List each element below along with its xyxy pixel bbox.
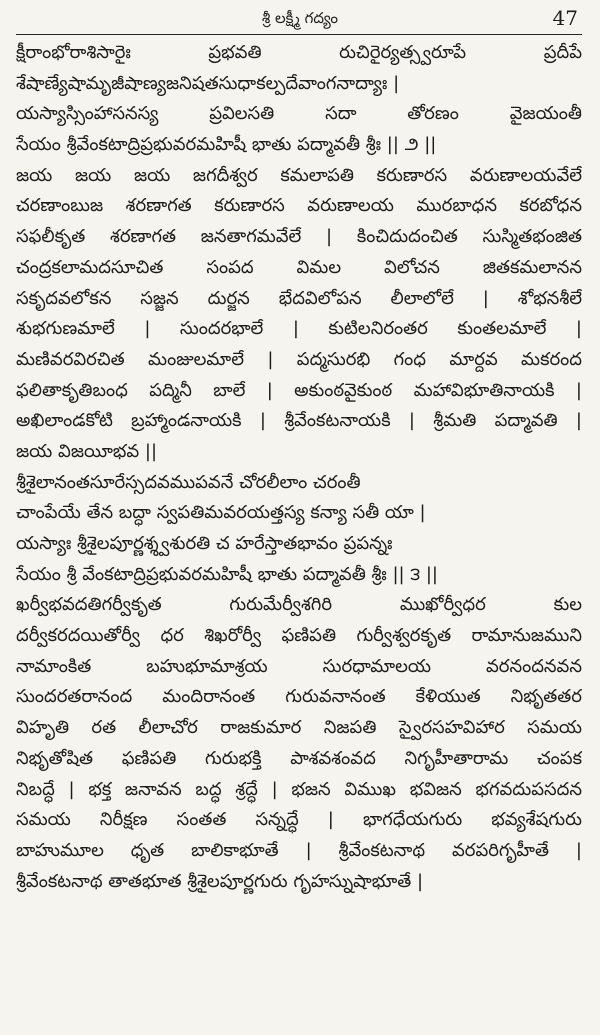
text-line: మణివరవిరచిత మంజులమాలే | పద్మసురభి గంధ మార్దవ మకరంద <box>16 348 582 370</box>
text-line: విహృతి రత లీలాచోర రాజకుమార నిజపతి స్వైరసహవిహార సమయ <box>16 717 582 739</box>
body-text <box>16 38 582 897</box>
text-line: సఫలీకృత శరణాగత జనతాగమవేలే | కించిదుదంచిత సుస్మితభంజిత <box>16 226 582 248</box>
text-line: సకృదవలోకన సజ్జన దుర్జన భేదవిలోపన లీలాలోలే | శోభనశీలే <box>16 287 582 309</box>
text-line: నిబద్ధే | భక్త జనావన బద్ధ శ్రద్ధే | భజన విముఖ భవిజన భగవదుపసదన <box>16 778 582 800</box>
text-line: అఖిలాండకోటి బ్రహ్మాండనాయకి | శ్రీవేంకటనాయకి | శ్రీమతి పద్మావతి | <box>16 410 582 432</box>
text-line: బాహుమూల ధృత బాలికాభూతే | శ్రీవేంకటనాథ వరపరిగృహీతే | <box>16 839 582 861</box>
text-line: యస్యాస్సింహాసనస్య ప్రవిలసతి సదా తోరణం వైజయంతీ <box>16 103 582 125</box>
text-line: శుభగుణమాలే | సుందరభాలే | కుటిలనిరంతర కుంతలమాలే | <box>16 318 582 340</box>
text-line: యస్యాః శ్రీశైలపూర్ణశ్శ్వశురతి చ హరేస్తాతభావం ప్రపన్నః <box>16 533 393 554</box>
text-line: దర్వీకరదయితోర్వీ ధర శిఖరోర్వీ ఫణిపతి గుర్వీశ్వరకృత రామానుజముని <box>16 625 582 647</box>
page-header <box>0 0 600 40</box>
text-line: సుందరతరానంద మందిరానంత గురువనానంత కేళియుత నిభృతతర <box>16 686 582 708</box>
text-line: సమయ నిరీక్షణ సంతత సన్నద్ధే | భాగధేయగురు భవ్యశేషగురు <box>16 809 582 831</box>
text-line: చంద్రకలామదసూచిత సంపద విమల విలోచన జితకమలానన <box>16 256 582 278</box>
header-rule <box>16 34 582 35</box>
text-line: నిభృతోషిత ఫణిపతి గురుభక్తి పాశవశంవద నిగృహీతారామ చంపక <box>16 747 582 769</box>
text-line: జయ జయ జయ జగదీశ్వర కమలాపతి కరుణారస వరుణాలయవేలే <box>16 164 582 186</box>
text-line: ఖర్వీభవదతిగర్వీకృత గురుమేర్వీశగిరి ముఖోర్వీధర కుల <box>16 594 582 616</box>
text-line: ఫలితాకృతిబంధ పద్మినీ బాలే | అకుంఠవైకుంఠ మహావిభూతినాయకి | <box>16 379 582 401</box>
text-line: క్షీరాంభోరాశిసారైః ప్రభవతి రుచిరైర్యత్స్వరూపే ప్రదీపే <box>16 42 582 63</box>
text-line: జయ విజయీభవ || <box>16 440 158 462</box>
page-number: 47 <box>552 6 578 30</box>
text-line: శ్రీవేంకటనాథ తాతభూత శ్రీశైలపూర్ణగురు గృహస్నుషాభూతే | <box>16 870 424 892</box>
text-line: చరణాంబుజ శరణాగత కరుణారస వరుణాలయ మురబాధన కరబోధన <box>16 195 582 217</box>
text-line: సేయం శ్రీవేంకటాద్రిప్రభువరమహిషీ భాతు పద్మావతీ శ్రీః || ౨ || <box>16 134 437 156</box>
text-line: చాంపేయే తేన బద్ధా స్వపతిమవరయత్తస్య కన్యా సతీ యా | <box>16 502 426 524</box>
text-line: శేషాణ్యేషామృజీషాణ్యజనిషతసుధాకల్పదేవాంగనాద్యాః | <box>16 72 400 94</box>
text-line: సేయం శ్రీ వేంకటాద్రిప్రభువరమహిషీ భాతు పద్మావతీ శ్రీః || ౩ || <box>16 563 439 585</box>
text-line: నామాంకిత బహుభూమాశ్రయ సురధామాలయ వరనందనవన <box>16 655 582 677</box>
running-title: శ్రీ లక్ష్మీ గద్యం <box>262 9 338 27</box>
text-line: శ్రీశైలానంతసూరేస్సదవముపవనే చోరలీలాం చరంతీ <box>16 471 361 493</box>
